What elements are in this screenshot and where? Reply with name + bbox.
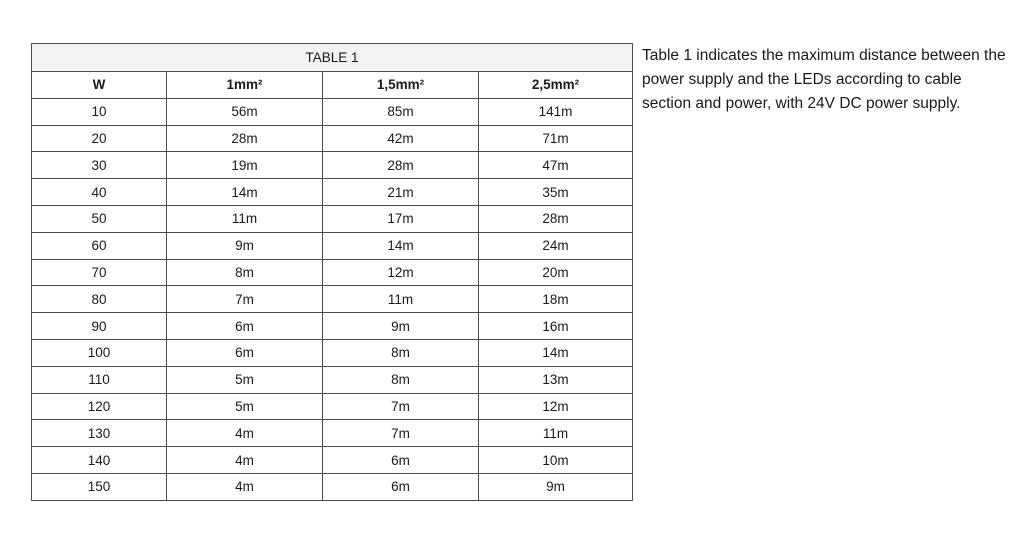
cell-1-5mm2: 12m: [323, 259, 479, 286]
cell-2-5mm2: 12m: [479, 393, 633, 420]
cell-1mm2: 11m: [167, 205, 323, 232]
table-row: [32, 286, 633, 313]
cell-watts: 90: [32, 313, 167, 340]
table-row: [32, 393, 633, 420]
cell-1mm2: 7m: [167, 286, 323, 313]
table-row: [32, 205, 633, 232]
table-row: [32, 259, 633, 286]
cell-1mm2: 4m: [167, 420, 323, 447]
cell-1-5mm2: 17m: [323, 205, 479, 232]
cell-watts: 70: [32, 259, 167, 286]
cell-2-5mm2: 9m: [479, 473, 633, 500]
header-1mm2: 1mm²: [167, 72, 323, 99]
cell-1mm2: 19m: [167, 152, 323, 179]
table-row: [32, 232, 633, 259]
cell-watts: 40: [32, 179, 167, 206]
cell-2-5mm2: 13m: [479, 366, 633, 393]
header-2-5mm2: 2,5mm²: [479, 72, 633, 99]
cell-2-5mm2: 35m: [479, 179, 633, 206]
cell-2-5mm2: 11m: [479, 420, 633, 447]
cell-1mm2: 9m: [167, 232, 323, 259]
cell-2-5mm2: 16m: [479, 313, 633, 340]
table-row: [32, 339, 633, 366]
distance-table-container: [31, 43, 632, 501]
cell-watts: 30: [32, 152, 167, 179]
table-header-row: [32, 72, 633, 99]
cell-watts: 60: [32, 232, 167, 259]
table-row: [32, 420, 633, 447]
cell-1-5mm2: 11m: [323, 286, 479, 313]
cell-2-5mm2: 47m: [479, 152, 633, 179]
header-watts: W: [32, 72, 167, 99]
cell-1-5mm2: 42m: [323, 125, 479, 152]
cell-watts: 120: [32, 393, 167, 420]
cell-1-5mm2: 21m: [323, 179, 479, 206]
table-row: [32, 313, 633, 340]
cell-watts: 20: [32, 125, 167, 152]
cell-watts: 100: [32, 339, 167, 366]
table-body: [32, 98, 633, 500]
table-row: [32, 366, 633, 393]
table-row: [32, 152, 633, 179]
cell-1-5mm2: 8m: [323, 366, 479, 393]
cell-1mm2: 14m: [167, 179, 323, 206]
table-description: Table 1 indicates the maximum distance between the power supply and the LEDs according to cable section and power, with 24V DC power supply.: [642, 47, 1006, 112]
table-row: [32, 179, 633, 206]
cell-1mm2: 4m: [167, 447, 323, 474]
cell-1-5mm2: 7m: [323, 393, 479, 420]
cell-2-5mm2: 24m: [479, 232, 633, 259]
cell-1-5mm2: 6m: [323, 473, 479, 500]
table-row: [32, 125, 633, 152]
cell-watts: 80: [32, 286, 167, 313]
table-caption-row: [32, 44, 633, 72]
distance-table: [31, 43, 633, 501]
cell-watts: 50: [32, 205, 167, 232]
cell-2-5mm2: 20m: [479, 259, 633, 286]
cell-watts: 150: [32, 473, 167, 500]
cell-watts: 10: [32, 98, 167, 125]
cell-1mm2: 28m: [167, 125, 323, 152]
cell-1mm2: 5m: [167, 366, 323, 393]
cell-1-5mm2: 7m: [323, 420, 479, 447]
cell-1-5mm2: 28m: [323, 152, 479, 179]
cell-2-5mm2: 18m: [479, 286, 633, 313]
cell-1-5mm2: 9m: [323, 313, 479, 340]
table-row: [32, 473, 633, 500]
cell-1mm2: 6m: [167, 313, 323, 340]
cell-1mm2: 5m: [167, 393, 323, 420]
cell-1mm2: 8m: [167, 259, 323, 286]
cell-watts: 140: [32, 447, 167, 474]
cell-1-5mm2: 14m: [323, 232, 479, 259]
cell-1-5mm2: 85m: [323, 98, 479, 125]
cell-1mm2: 4m: [167, 473, 323, 500]
cell-2-5mm2: 28m: [479, 205, 633, 232]
cell-2-5mm2: 141m: [479, 98, 633, 125]
cell-2-5mm2: 14m: [479, 339, 633, 366]
cell-1-5mm2: 8m: [323, 339, 479, 366]
cell-2-5mm2: 10m: [479, 447, 633, 474]
cell-1mm2: 6m: [167, 339, 323, 366]
cell-watts: 130: [32, 420, 167, 447]
cell-1-5mm2: 6m: [323, 447, 479, 474]
cell-1mm2: 56m: [167, 98, 323, 125]
table-row: [32, 447, 633, 474]
cell-2-5mm2: 71m: [479, 125, 633, 152]
cell-watts: 110: [32, 366, 167, 393]
table-caption: TABLE 1: [32, 44, 633, 72]
table-row: [32, 98, 633, 125]
header-1-5mm2: 1,5mm²: [323, 72, 479, 99]
